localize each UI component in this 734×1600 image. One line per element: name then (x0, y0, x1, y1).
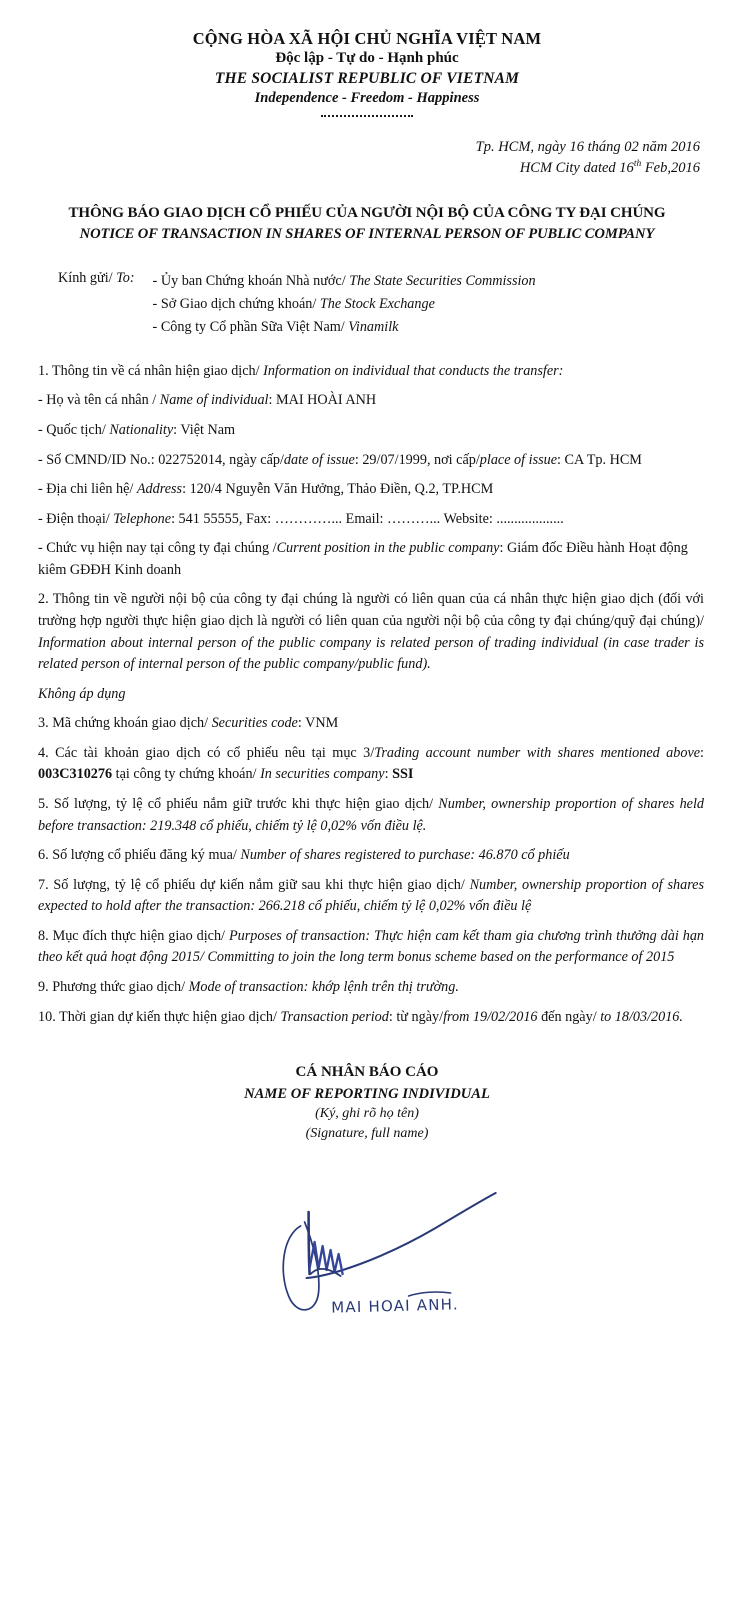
section-3-vi: 3. Mã chứng khoán giao dịch/ (38, 715, 209, 732)
recipient-vi: - Sở Giao dịch chứng khoán/ (152, 295, 317, 312)
recipient-vi: - Công ty Cổ phần Sữa Việt Nam/ (152, 318, 345, 335)
section-2-value (38, 684, 704, 706)
field-id-place-en: place of issue (479, 451, 558, 468)
field-address-value: : 120/4 Nguyễn Văn Hưởng, Thảo Điền, Q.2, TP.HCM (182, 481, 494, 498)
section-7-vi: 7. Số lượng, tỷ lệ cổ phiếu dự kiến nắm giữ sau khi thực hiện giao dịch/ (38, 876, 465, 893)
section-1-heading-vi: 1. Thông tin về cá nhân hiện giao dịch/ (38, 362, 260, 379)
section-2 (38, 589, 704, 675)
recipients-block (0, 270, 734, 339)
signature-block (0, 1062, 734, 1350)
field-id-date-en: date of issue (283, 451, 355, 468)
section-2-vi: 2. Thông tin về người nội bộ của công ty đại chúng là người có liên quan của cá nhân thực hiện giao dịch (đối với trường hợp người thực hiện giao dịch là người có liên quan của người nội bộ của công ty đại chúng/quỹ đại chúng)/ (38, 591, 704, 629)
section-6-en: Number of shares registered to purchase: 46.870 cổ phiếu (240, 847, 570, 864)
section-10-value-a: : từ ngày/ (388, 1008, 444, 1025)
date-en-ordinal: th (633, 159, 642, 170)
recipient-en: The State Securities Commission (349, 272, 536, 289)
section-6-vi: 6. Số lượng cổ phiếu đăng ký mua/ (38, 847, 237, 864)
field-position-en: Current position in the public company (276, 540, 500, 557)
date-en-prefix: HCM City dated 16 (519, 159, 634, 176)
section-10-value-b: đến ngày/ (537, 1008, 597, 1025)
section-7 (38, 875, 704, 918)
recipient-en: Vinamilk (348, 318, 399, 335)
header-divider (321, 115, 413, 117)
field-address-en: Address (136, 481, 183, 498)
section-5-en: Number, ownership proportion of shares held before transaction: 219.348 cổ phiếu, chiếm tỷ lệ 0,02% vốn điều lệ. (38, 796, 705, 834)
section-4: 4. Các tài khoản giao dịch có cổ phiếu nêu tại mục 3/Trading account number with shares mentioned above: 003C310276 tại công ty chứng khoán/ In securities company: SSI (38, 744, 704, 783)
section-5 (38, 794, 704, 837)
field-id-mid: : 29/07/1999, nơi cấp/ (354, 451, 480, 468)
country-name-en: THE SOCIALIST REPUBLIC OF VIETNAM (214, 69, 520, 87)
field-nationality-value: : Việt Nam (173, 421, 236, 438)
section-4-company: SSI (392, 766, 414, 783)
signature-printed-name: MAI HOAI ANH. (331, 1295, 460, 1317)
document-title (0, 203, 734, 244)
recipient-en: The Stock Exchange (319, 295, 435, 312)
section-4-en2: In securities company (260, 766, 385, 783)
recipients-label (58, 270, 153, 339)
field-telephone-value: : 541 55555, Fax: …………... Email: ………... Website: ................... (171, 510, 564, 527)
signature-title-vi: CÁ NHÂN BÁO CÁO (295, 1064, 439, 1081)
field-nationality-en: Nationality (109, 421, 174, 438)
section-4-account: 003C310276 (38, 766, 113, 783)
field-address (38, 479, 704, 501)
field-telephone-vi: - Điện thoại/ (38, 510, 110, 527)
field-name-vi: - Họ và tên cá nhân / (38, 392, 157, 409)
section-4-mid: tại công ty chứng khoán/ (112, 766, 257, 783)
date-en-suffix: Feb,2016 (641, 159, 700, 176)
section-9-vi: 9. Phương thức giao dịch/ (38, 979, 186, 996)
signature-note-en: (Signature, full name) (305, 1126, 429, 1142)
section-4-en: Trading account number with shares mentioned above (374, 744, 701, 761)
section-3-en: Securities code (211, 715, 298, 732)
date-line-vi: Tp. HCM, ngày 16 tháng 02 năm 2016 (475, 138, 700, 155)
signature-title-en: NAME OF REPORTING INDIVIDUAL (244, 1085, 490, 1102)
country-name-vi: CỘNG HÒA XÃ HỘI CHỦ NGHĨA VIỆT NAM (192, 29, 542, 48)
section-2-en: Information about internal person of the public company is related person of trading individual (in case trader is related person of internal person of the public company/public fund). (38, 634, 704, 673)
date-block (0, 137, 734, 179)
section-8 (38, 926, 704, 969)
section-3-value: : VNM (297, 715, 339, 732)
section-9-en: Mode of transaction: khớp lệnh trên thị trường. (188, 979, 459, 996)
field-id-vi: - Số CMND/ID No.: 022752014, ngày cấp/ (38, 451, 284, 468)
signature-area (0, 1150, 734, 1350)
recipients-label-en: To: (116, 269, 135, 286)
national-motto-en: Independence - Freedom - Happiness (254, 90, 480, 107)
field-telephone-en: Telephone (113, 510, 172, 527)
section-6 (38, 845, 704, 867)
title-vi: THÔNG BÁO GIAO DỊCH CỔ PHIẾU CỦA NGƯỜI NỘI BỘ CỦA CÔNG TY ĐẠI CHÚNG (68, 204, 666, 221)
section-10 (38, 1007, 704, 1029)
field-id-value: : CA Tp. HCM (557, 451, 642, 468)
field-position (38, 538, 704, 581)
field-position-vi: - Chức vụ hiện nay tại công ty đại chúng / (38, 540, 277, 557)
recipients-label-vi: Kính gửi/ (58, 269, 113, 286)
date-line-en (0, 158, 700, 179)
field-name-en: Name of individual (159, 392, 269, 409)
signature-note-vi: (Ký, ghi rõ họ tên) (315, 1106, 419, 1122)
field-position-value: : Giám đốc Điều hành Hoạt động kiêm GĐĐH Kinh doanh (38, 540, 688, 578)
section-7-en: Number, ownership proportion of shares expected to hold after the transaction: 266.218 cổ phiếu, chiếm tỷ lệ 0,02% vốn điều lệ (38, 876, 705, 915)
section-10-vi: 10. Thời gian dự kiến thực hiện giao dịch/ (38, 1008, 277, 1025)
document-body (0, 361, 734, 1028)
section-4-vi: 4. Các tài khoản giao dịch có cổ phiếu nêu tại mục 3/ (38, 744, 375, 761)
recipient-vi: - Ủy ban Chứng khoán Nhà nước/ (152, 272, 346, 289)
section-1-heading (38, 361, 704, 383)
recipient-item (153, 270, 536, 293)
section-8-vi: 8. Mục đích thực hiện giao dịch/ (38, 927, 225, 944)
section-3 (38, 713, 704, 735)
recipient-item (153, 316, 536, 339)
field-name (38, 390, 704, 412)
recipient-item (153, 293, 536, 316)
field-nationality (38, 420, 704, 442)
field-nationality-vi: - Quốc tịch/ (38, 421, 106, 438)
section-10-to: to 18/03/2016. (596, 1008, 683, 1025)
national-motto-vi: Độc lập - Tự do - Hạnh phúc (275, 50, 459, 67)
field-telephone (38, 509, 704, 531)
section-10-from: from 19/02/2016 (443, 1008, 538, 1025)
section-1-heading-en: Information on individual that conducts the transfer: (263, 362, 564, 379)
recipients-list (153, 270, 536, 339)
section-9 (38, 977, 704, 999)
section-8-en: Purposes of transaction: Thực hiện cam kết tham gia chương trình thưởng dài hạn theo kết quả hoạt động 2015/ Committing to join the long term bonus scheme based on the performance of 2015 (38, 927, 704, 966)
field-address-vi: - Địa chi liên hệ/ (38, 481, 134, 498)
field-id-number (38, 450, 704, 472)
title-en: NOTICE OF TRANSACTION IN SHARES OF INTERNAL PERSON OF PUBLIC COMPANY (79, 225, 655, 242)
section-2-value-text: Không áp dụng (38, 685, 126, 702)
field-name-value: : MAI HOÀI ANH (268, 392, 377, 409)
section-10-en: Transaction period (280, 1008, 389, 1025)
national-header (0, 28, 734, 117)
section-5-vi: 5. Số lượng, tỷ lệ cổ phiếu nắm giữ trước khi thực hiện giao dịch/ (38, 796, 434, 813)
